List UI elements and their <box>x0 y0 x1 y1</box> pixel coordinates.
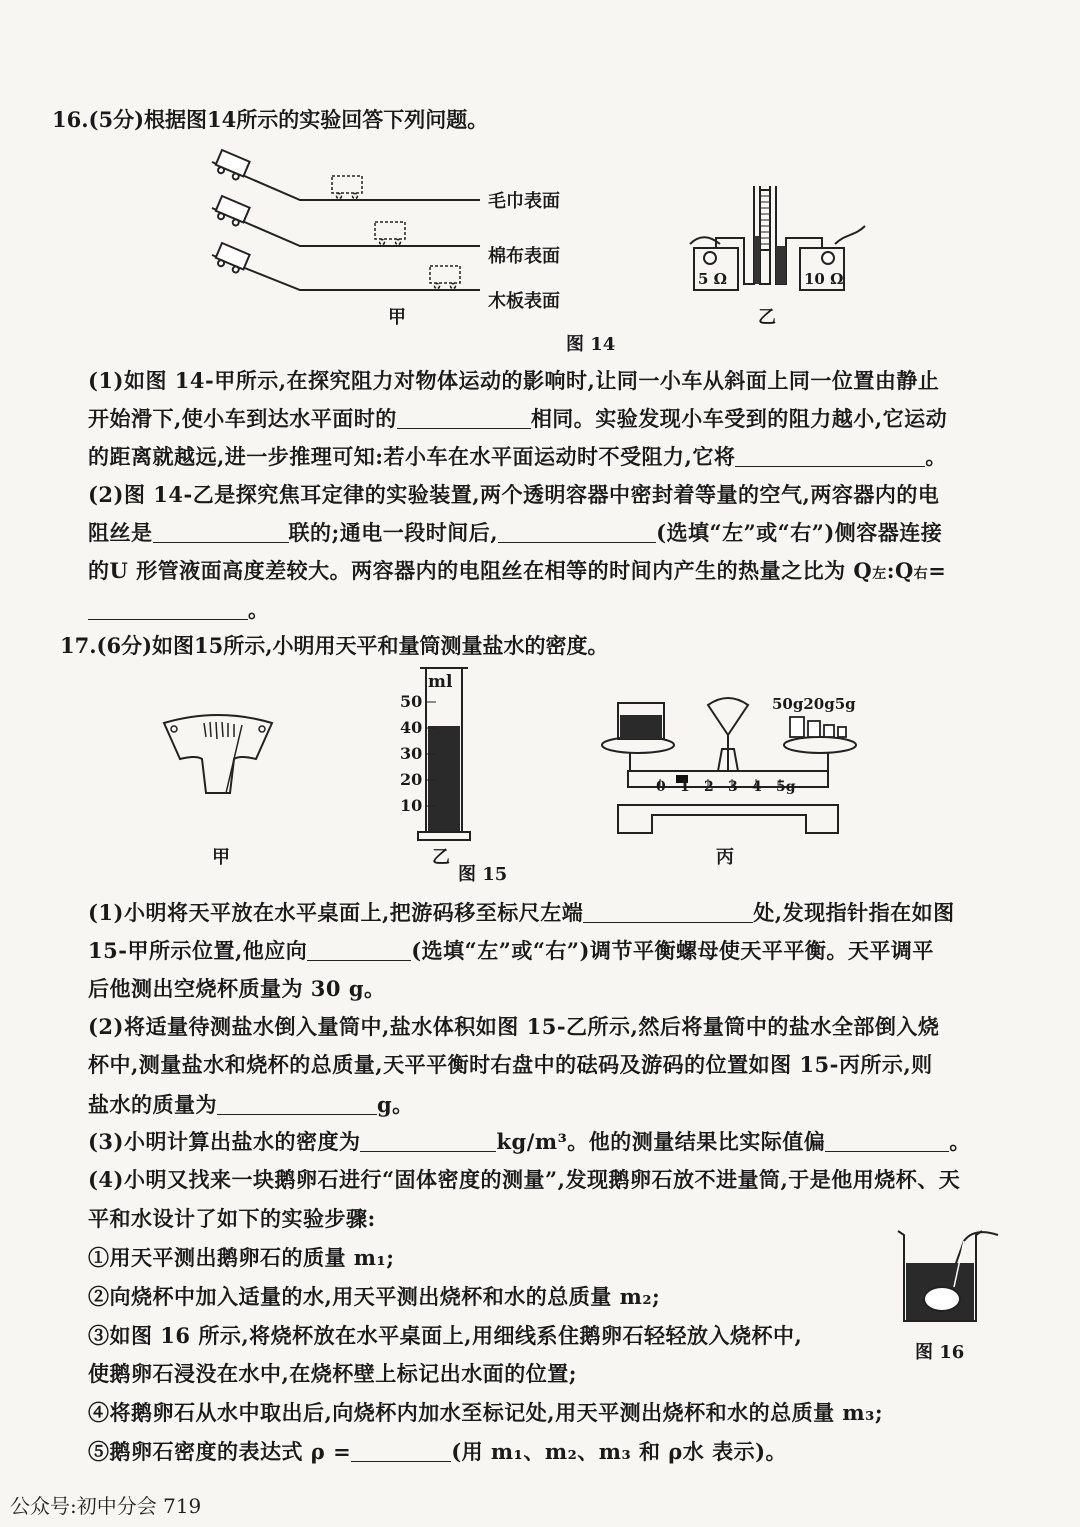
scale-tick-4: 4 <box>752 779 762 795</box>
q16-p2-line4: 。 <box>88 594 270 624</box>
cylinder-unit-label: ml <box>428 672 453 692</box>
q17-p1-line1: (1)小明将天平放在水平桌面上,把游码移至标尺左端 处,发现指针指在如图 <box>88 900 955 925</box>
figure-14-caption: 图 14 <box>566 334 616 355</box>
weights-label: 50g20g5g <box>772 695 856 713</box>
q17-step3-line1: ③如图 16 所示,将烧杯放在水平桌面上,用细线系住鹅卵石轻轻放入烧杯中, <box>88 1323 803 1348</box>
scale-tick-5g: 5g <box>776 779 796 795</box>
figure-14-yi-label: 乙 <box>758 307 776 328</box>
q16-p1-line1: (1)如图 14-甲所示,在探究阻力对物体运动的影响时,让同一小车从斜面上同一位置由静止 <box>88 368 940 393</box>
scale-tick-1: 1 <box>680 779 690 795</box>
figure-15-jia-dial <box>160 715 276 795</box>
cylinder-tick-40: 40 <box>400 718 423 737</box>
q16-p2-line1: (2)图 14-乙是探究焦耳定律的实验装置,两个透明容器中密封着等量的空气,两容器内的电 <box>88 482 940 507</box>
q17-step4: ④将鹅卵石从水中取出后,向烧杯内加水至标记处,用天平测出烧杯和水的总质量 m₃; <box>88 1400 884 1425</box>
answer-blank-direction[interactable] <box>307 939 411 961</box>
q16-p1-line2: 开始滑下,使小车到达水平面时的 相同。实验发现小车受到的阻力越小,它运动 <box>88 406 948 431</box>
scale-tick-2: 2 <box>704 779 714 795</box>
q17-p1-line2: 15-甲所示位置,他应向 (选填“左”或“右”)调节平衡螺母使天平平衡。天平调平 <box>88 938 934 963</box>
resistor-left-label: 5 Ω <box>698 270 728 288</box>
scale-tick-0: 0 <box>656 779 666 795</box>
cylinder-tick-50: 50 <box>400 692 423 711</box>
figure-15-yi-label: 乙 <box>432 847 450 868</box>
figure-14-jia-label: 甲 <box>388 307 406 328</box>
answer-blank-zero-mark[interactable] <box>583 901 753 923</box>
figure-15-jia-label: 甲 <box>212 847 230 868</box>
q16-p2-line3: 的U 形管液面高度差较大。两容器内的电阻丝在相等的时间内产生的热量之比为 Q左:Q右= <box>88 558 947 583</box>
q17-step2: ②向烧杯中加入适量的水,用天平测出烧杯和水的总质量 m₂; <box>88 1284 661 1309</box>
q17-step3-line2: 使鹅卵石浸没在水中,在烧杯壁上标记出水面的位置; <box>88 1361 578 1386</box>
surface-towel-label: 毛巾表面 <box>488 191 560 212</box>
figure-15-bing-balance <box>600 695 858 840</box>
answer-blank-bias[interactable] <box>825 1130 949 1152</box>
surface-cotton-label: 棉布表面 <box>488 246 560 267</box>
q17-p2-line1: (2)将适量待测盐水倒入量筒中,盐水体积如图 15-乙所示,然后将量筒中的盐水全部倒入烧 <box>88 1014 940 1039</box>
q16-p1-line3: 的距离就越远,进一步推理可知:若小车在水平面运动时不受阻力,它将 。 <box>88 444 947 469</box>
resistor-right-label: 10 Ω <box>804 270 844 288</box>
q17-title: 17.(6分)如图15所示,小明用天平和量筒测量盐水的密度。 <box>60 633 609 658</box>
q16-p2-line2: 阻丝是 联的;通电一段时间后, (选填“左”或“右”)侧容器连接 <box>88 520 943 545</box>
answer-blank-side[interactable] <box>498 521 656 543</box>
q17-step5: ⑤鹅卵石密度的表达式 ρ = (用 m₁、m₂、m₃ 和 ρ水 表示)。 <box>88 1439 788 1464</box>
answer-blank-density[interactable] <box>360 1130 496 1152</box>
answer-blank-heat-ratio[interactable] <box>88 598 248 620</box>
figure-16-caption: 图 16 <box>915 1342 965 1363</box>
scale-tick-3: 3 <box>728 779 738 795</box>
answer-blank-speed[interactable] <box>397 407 531 429</box>
cylinder-tick-20: 20 <box>400 770 423 789</box>
q17-p4-line2: 平和水设计了如下的实验步骤: <box>88 1206 376 1231</box>
answer-blank-mass[interactable] <box>217 1093 377 1115</box>
q17-p4-line1: (4)小明又找来一块鹅卵石进行“固体密度的测量”,发现鹅卵石放不进量筒,于是他用烧杯、天 <box>88 1167 961 1192</box>
q17-p3-line: (3)小明计算出盐水的密度为 kg/m³。他的测量结果比实际值偏 。 <box>88 1129 971 1154</box>
surface-wood-label: 木板表面 <box>488 291 560 312</box>
q17-p1-line3: 后他测出空烧杯质量为 30 g。 <box>88 976 386 1001</box>
q17-p2-line2: 杯中,测量盐水和烧杯的总质量,天平平衡时右盘中的砝码及游码的位置如图 15-丙所示,则 <box>88 1052 933 1077</box>
footer-wechat-account: 公众号:初中分会 719 <box>10 1494 202 1518</box>
answer-blank-no-friction[interactable] <box>735 445 925 467</box>
answer-blank-connection[interactable] <box>153 521 289 543</box>
answer-blank-expression[interactable] <box>351 1440 451 1462</box>
q16-title: 16.(5分)根据图14所示的实验回答下列问题。 <box>52 107 489 132</box>
figure-15-bing-label: 丙 <box>716 847 734 868</box>
q17-p2-line3: 盐水的质量为 g。 <box>88 1092 414 1117</box>
cylinder-tick-10: 10 <box>400 796 423 815</box>
figure-14-jia-diagram <box>200 140 490 310</box>
q17-step1: ①用天平测出鹅卵石的质量 m₁; <box>88 1245 395 1270</box>
figure-15-caption: 图 15 <box>458 864 508 885</box>
figure-16-beaker <box>894 1225 1002 1325</box>
cylinder-tick-30: 30 <box>400 744 423 763</box>
